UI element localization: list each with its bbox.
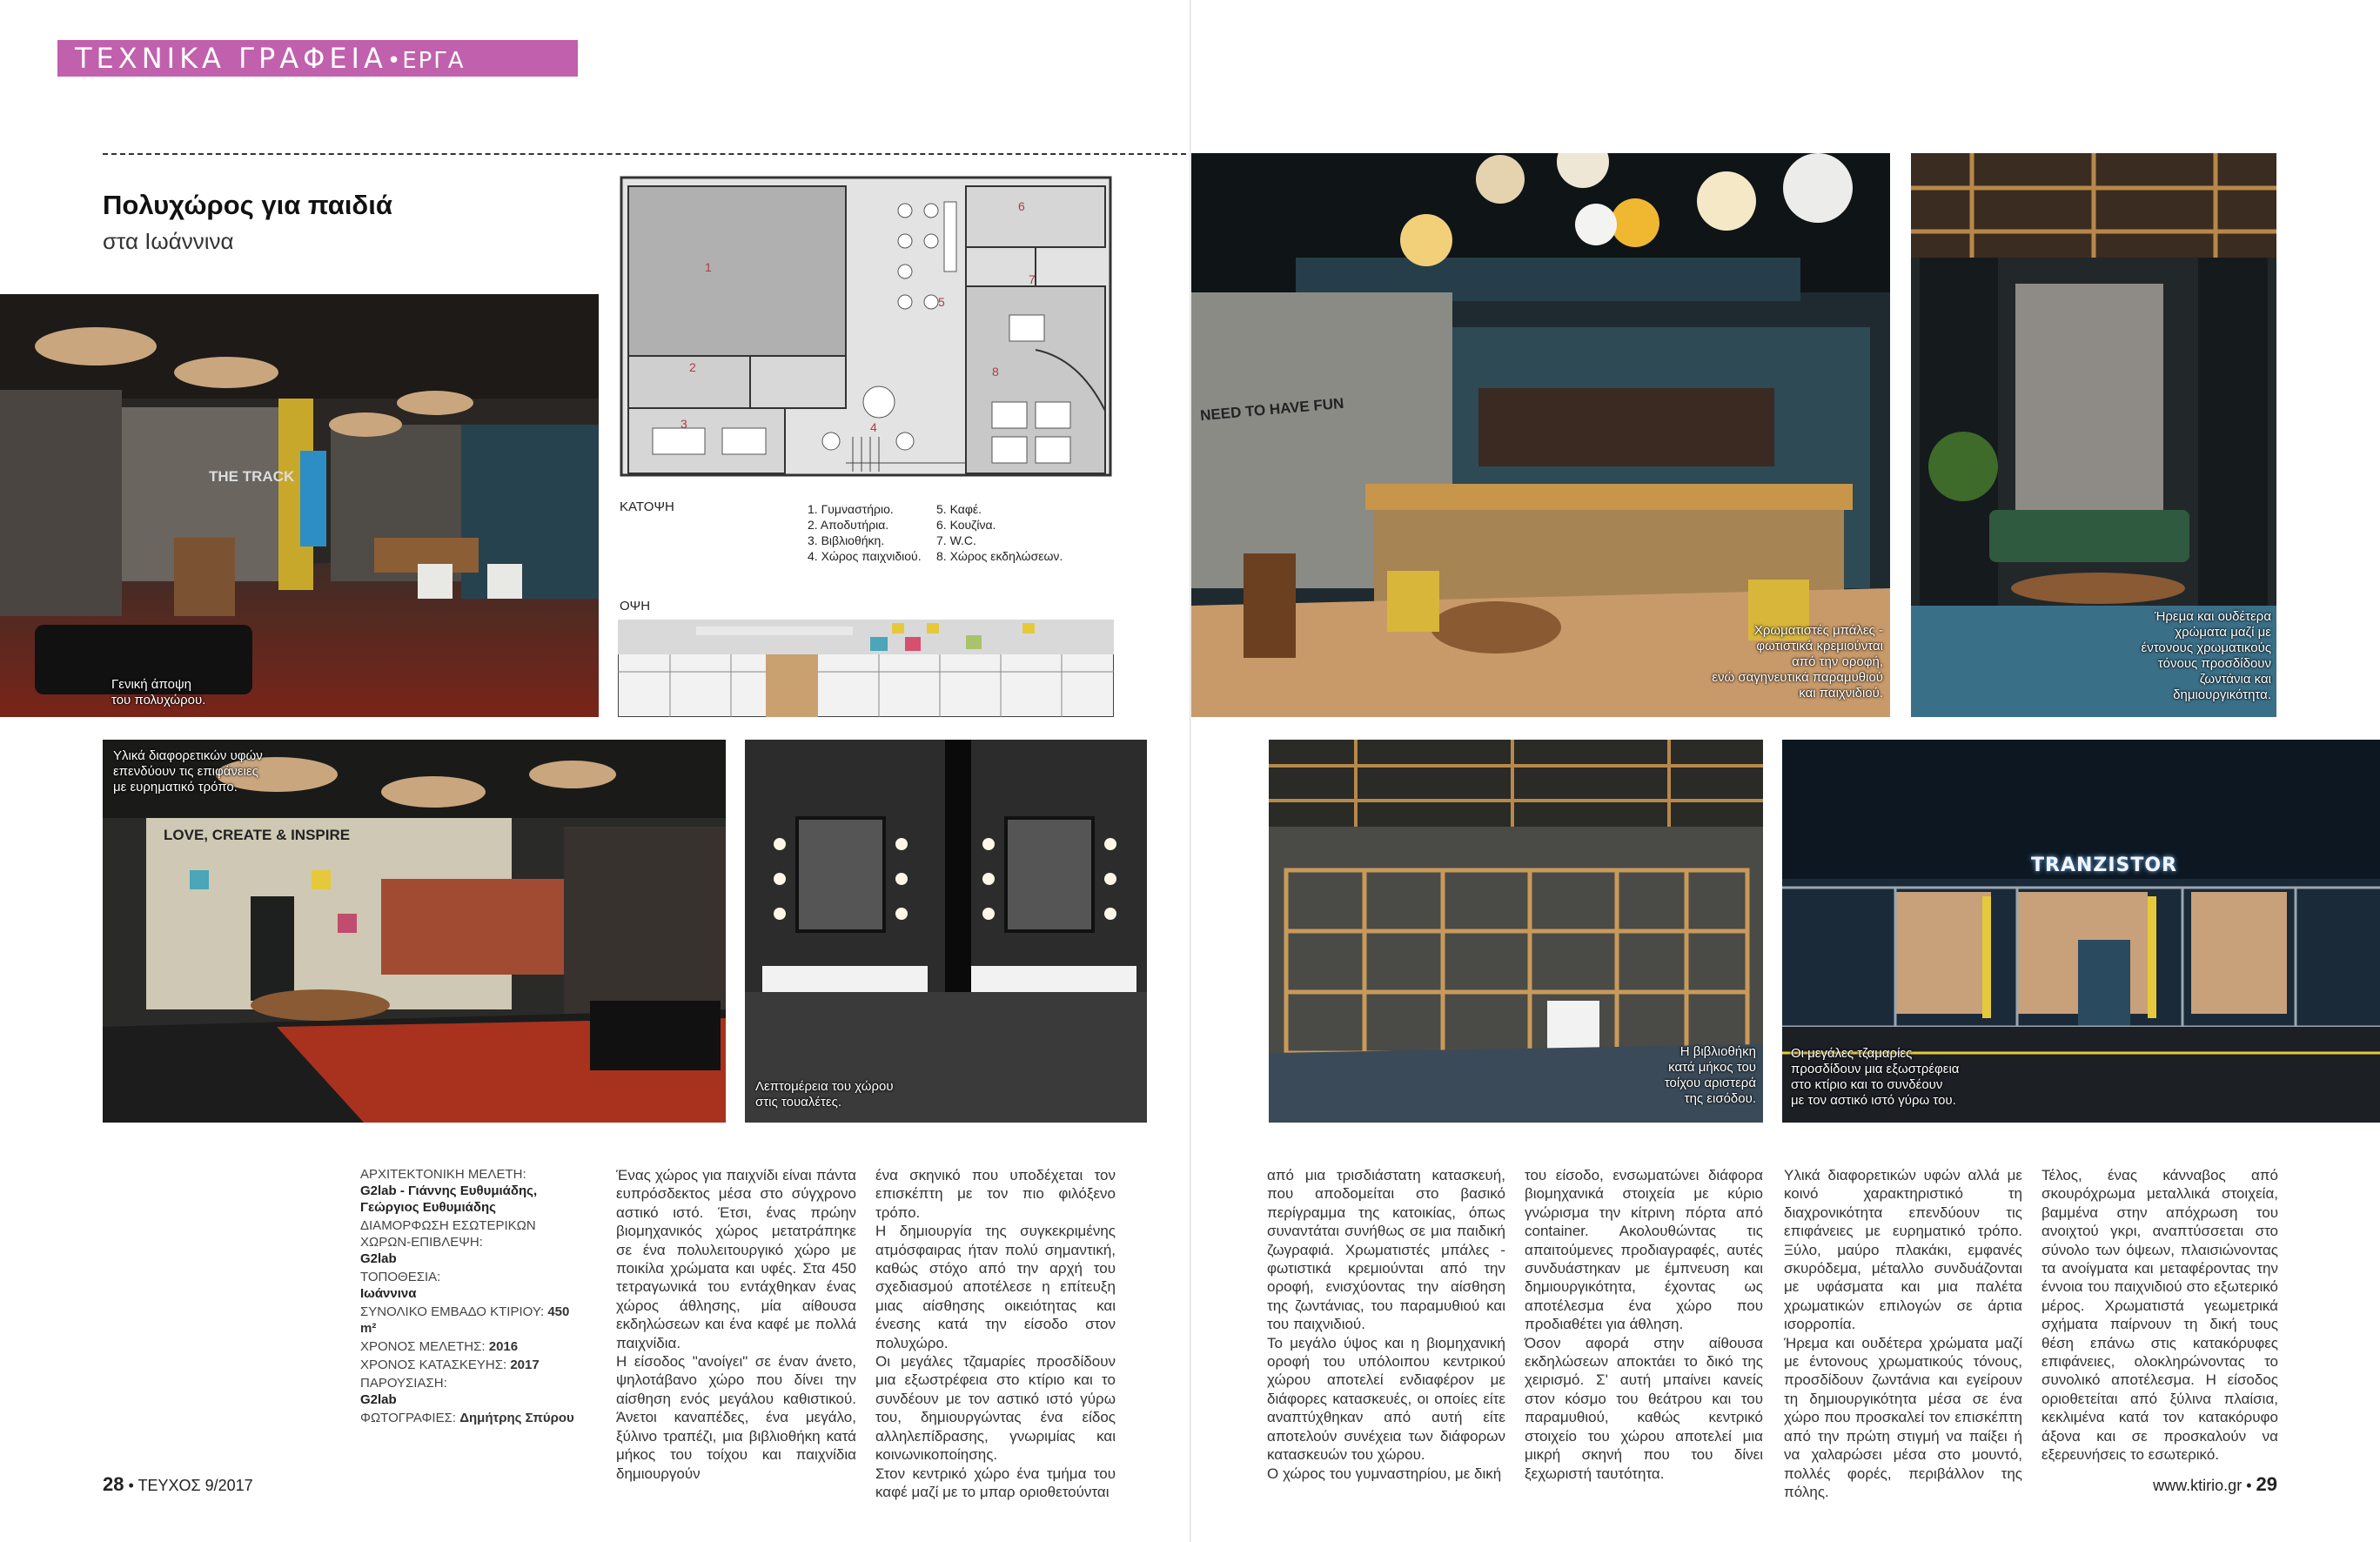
caption-line: φωτιστικά κρεμιούνται xyxy=(1756,639,1883,654)
photo-facade xyxy=(1782,740,2380,1123)
caption-line: με τον αστικό ιστό γύρω του. xyxy=(1791,1093,1956,1108)
paragraph: Τέλος, ένας κάνναβος από σκουρόχρωμα μεταλλικά στοιχεία, βαμμένα στην απόχρωση του ανοιχτού γκρι, αναπτύσσεται στο σύνολο των όψεων, πλαισιώνοντας τα ανοίγματα και μεταφέροντας την έννοια του παιχνιδιού στο εξωτερικό μέρος. Χρωματιστά γεωμετρικά σχήματα παίρνουν τη δική τους θέση επάνω στις κατακόρυφες επιφάνειες, ολοκληρώνοντας το συνολικό αποτέλεσμα. Η είσοδος οριοθετείται από ξύλινα πλαίσια, κεκλιμένα κατά τον κατακόρυφο άξονα και σε προσκαλούν να εξερευνήσεις το εσωτερικό. xyxy=(2041,1167,2278,1464)
paragraph: Όσον αφορά στην αίθουσα εκδηλώσεων αποκτάει το δικό της χειρισμό. Σ' αυτή μπαίνει κανείς στον κόσμο του θεάτρου και του παραμυθιού, καθώς κεντρικό στοιχείο του χώρου αποτελεί μια μικρή σκηνή που του δίνει ξεχωριστή ταυτότητα. xyxy=(1525,1334,1763,1482)
credit-value: 2017 xyxy=(510,1358,540,1372)
photo-general-view xyxy=(0,294,599,717)
body-column-2 xyxy=(875,1166,1116,1501)
credit-label: ΦΩΤΟΓΡΑΦΙΕΣ: xyxy=(360,1411,457,1425)
credit-label: ΣΥΝΟΛΙΚΟ ΕΜΒΑΔΟ ΚΤΙΡΙΟΥ: xyxy=(360,1304,545,1319)
photo-caption xyxy=(1591,1044,1756,1107)
page-number: 28 xyxy=(103,1473,124,1495)
body-column-6 xyxy=(2041,1166,2278,1465)
issue-label: • ΤΕΥΧΟΣ 9/2017 xyxy=(128,1477,253,1494)
room-number-8: 8 xyxy=(992,365,999,379)
caption-line: δημιουργικότητα. xyxy=(2173,687,2271,702)
elevation-svg xyxy=(618,620,1114,717)
credit-row xyxy=(360,1338,585,1355)
photo-restrooms-image xyxy=(745,740,1147,1123)
caption-line: Χρωματιστές μπάλες - xyxy=(1753,623,1883,638)
credit-value: Ιωάννινα xyxy=(360,1286,417,1301)
legend-item: 7. W.C. xyxy=(936,533,976,547)
credit-row xyxy=(360,1375,585,1408)
elevation-drawing xyxy=(618,620,1114,717)
room-number-6: 6 xyxy=(1018,199,1025,213)
plan-legend-right xyxy=(936,501,1063,564)
paragraph: Υλικά διαφορετικών υφών αλλά με κοινό χαρακτηριστικό τη διαχρονικότητα επενδύουν τις επιφάνειες με ευρηματικό τρόπο. Ξύλο, μαύρο πλακάκι, εμφανές σκυρόδεμα, μέταλλο συνδυάζονται με υφάσματα και μια παλέτα χρωματικών επιλογών σε άρτια ισορροπία. xyxy=(1784,1167,2022,1333)
caption-line: Η βιβλιοθήκη xyxy=(1679,1044,1756,1059)
photo-caption xyxy=(1709,623,1883,701)
caption-line: προσδίδουν μια εξωστρέφεια xyxy=(1791,1062,1960,1076)
credit-value: G2lab - Γιάννης Ευθυμιάδης, Γεώργιος Ευθυμιάδης xyxy=(360,1183,538,1215)
credit-row xyxy=(360,1410,585,1426)
legend-item: 5. Καφέ. xyxy=(936,502,982,516)
legend-item: 6. Κουζίνα. xyxy=(936,518,996,532)
caption-line: Γενική άποψη xyxy=(111,677,191,692)
photo-caption xyxy=(755,1079,894,1110)
folio-right xyxy=(2153,1473,2277,1496)
photo-general-view-image xyxy=(0,294,599,717)
article-title: Πολυχώρος για παιδιά xyxy=(103,190,392,220)
room-number-7: 7 xyxy=(1029,272,1036,286)
caption-line: της εισόδου. xyxy=(1684,1091,1756,1106)
article-subtitle: στα Ιωάννινα xyxy=(103,228,234,254)
floor-plan xyxy=(618,176,1114,493)
plan-label: ΚΑΤΟΨΗ xyxy=(620,499,674,514)
paragraph: Ο χώρος του γυμναστηρίου, με δική xyxy=(1267,1465,1502,1482)
wall-sign-text: NEED TO HAVE FUN xyxy=(1199,394,1345,425)
photo-caption xyxy=(111,677,205,708)
dashed-rule xyxy=(103,153,1186,155)
folio-left xyxy=(103,1473,253,1496)
room-number-1: 1 xyxy=(705,260,712,274)
caption-line: Ήρεμα και ουδέτερα xyxy=(2154,609,2271,624)
credit-label: ΧΡΟΝΟΣ ΜΕΛΕΤΗΣ: xyxy=(360,1339,486,1354)
body-column-4 xyxy=(1525,1166,1763,1483)
caption-line: χρώματα μαζί με xyxy=(2175,625,2271,640)
caption-line: Υλικά διαφορετικών υφών xyxy=(113,748,263,763)
caption-line: επενδύουν τις επιφάνειες xyxy=(113,764,258,779)
paragraph: Ένας χώρος για παιχνίδι είναι πάντα ευπρόσδεκτος μέσα στο σύγχρονο αστικό ιστό. Έτσι, ένας πρώην βιομηχανικός χώρος μετατράπηκε σε ένα πολυλειτουργικό χώρο με ποικίλα χρώματα και υφές. Στα 450 τετραγωνικά του εντάχθηκαν ένας χώρος άθλησης, μία αίθουσα εκδηλώσεων και ένα καφέ με πολλά παιχνίδια. xyxy=(616,1167,856,1351)
credit-value: 2016 xyxy=(488,1339,519,1354)
caption-line: κατά μήκος του xyxy=(1668,1060,1756,1075)
site-label: www.ktirio.gr • xyxy=(2153,1477,2252,1494)
photo-lounge xyxy=(1911,153,2276,717)
caption-line: από την οροφή, xyxy=(1792,654,1883,669)
section-header xyxy=(75,38,466,81)
section-title: ΤΕΧΝΙΚΑ ΓΡΑΦΕΙΑ xyxy=(75,42,387,75)
photo-caption xyxy=(113,748,263,795)
paragraph: Η είσοδος "ανοίγει" σε έναν άνετο, ψηλοτάβανο χώρο που δίνει την αίσθηση ενός μεγάλου καθιστικού. Άνετοι καναπέδες, ένα μεγάλο, ξύλινο τραπέζι, μια βιβλιοθήκη κατά μήκος του τοίχου και παιχνίδια δημιουργούν xyxy=(616,1353,856,1482)
caption-line: στις τουαλέτες. xyxy=(755,1095,842,1110)
credit-value: Δημήτρης Σπύρου xyxy=(459,1411,574,1425)
floor-plan-drawing xyxy=(618,176,1114,493)
paragraph: Ήρεμα και ουδέτερα χρώματα μαζί με έντονους χρωματικούς τόνους, προσδίδουν ζωντάνια και εγείρουν τη δημιουργικότητα μέσα σε ένα χώρο που προσκαλεί τον επισκέπτη από την πρώτη στιγμή να παίξει ή να χαλαρώσει μέσα στο μουντό, πολλές φορές, περιβάλλον της πόλης. xyxy=(1784,1334,2022,1500)
room-number-4: 4 xyxy=(870,420,877,434)
caption-line: του πολυχώρου. xyxy=(111,693,206,707)
legend-item: 1. Γυμναστήριο. xyxy=(808,502,894,516)
credit-label: ΧΡΟΝΟΣ ΚΑΤΑΣΚΕΥΗΣ: xyxy=(360,1358,507,1372)
photo-bar-area xyxy=(1191,153,1890,717)
room-number-2: 2 xyxy=(689,360,696,374)
credit-label: ΠΑΡΟΥΣΙΑΣΗ: xyxy=(360,1376,447,1391)
paragraph: ένα σκηνικό που υποδέχεται τον επισκέπτη με τον πιο φιλόξενο τρόπο. xyxy=(875,1167,1116,1221)
photo-event-room xyxy=(103,740,726,1123)
legend-item: 2. Αποδυτήρια. xyxy=(808,518,889,532)
caption-line: ενώ σαγηνευτικά παραμυθιού xyxy=(1712,670,1883,685)
credit-label: ΤΟΠΟΘΕΣΙΑ: xyxy=(360,1270,441,1284)
credit-row xyxy=(360,1166,585,1216)
photo-library xyxy=(1269,740,1763,1123)
plan-legend-left xyxy=(808,501,922,564)
body-column-1 xyxy=(616,1166,856,1483)
credit-label: ΔΙΑΜΟΡΦΩΣΗ ΕΣΩΤΕΡΙΚΩΝ ΧΩΡΩΝ-ΕΠΙΒΛΕΨΗ: xyxy=(360,1218,536,1250)
paragraph: Το μεγάλο ύψος και η βιομηχανική οροφή του υπόλοιπου κεντρικού χώρου αποτελεί ενδιαφέρον με διάφορες κατασκευές, οι οποίες είτε αναπτύχθηκαν από αυτή είτε αποτελούν συνέχεια των διάφορων κατασκευών του χώρου. xyxy=(1267,1334,1505,1464)
photo-restrooms xyxy=(745,740,1147,1123)
body-column-3 xyxy=(1267,1166,1505,1483)
elevation-label: ΟΨΗ xyxy=(620,599,651,613)
credit-row xyxy=(360,1269,585,1302)
caption-line: έντονους χρωματικούς xyxy=(2141,640,2271,655)
body-column-5 xyxy=(1784,1166,2022,1501)
credit-value: 450 m² xyxy=(360,1304,570,1336)
photo-event-room-image xyxy=(103,740,726,1123)
page-number: 29 xyxy=(2256,1473,2277,1495)
caption-line: τοίχου αριστερά xyxy=(1664,1076,1756,1090)
section-subtitle: •ΕΡΓΑ xyxy=(386,48,466,74)
caption-line: τόνους προσδίδουν xyxy=(2157,656,2271,671)
paragraph: Η δημιουργία της συγκεκριμένης ατμόσφαιρας ήταν πολύ σημαντική, καθώς στόχο από την αρχή του σχεδιασμού αποτέλεσε η επίτευξη μιας αίσθησης οικειότητας και ένεσης κατά την είσοδο στον πολυχώρο. xyxy=(875,1223,1116,1351)
wall-sign-text: THE TRACK xyxy=(209,468,295,485)
credit-row xyxy=(360,1357,585,1373)
paragraph: Οι μεγάλες τζαμαρίες προσδίδουν μια εξωστρέφεια στο κτίριο και το συνδέουν με τον αστικό ιστό γύρω του, δημιουργώντας ένα είδος αλληλεπίδρασης, γνωριμίας και κοινωνικοποίησης. xyxy=(875,1353,1116,1464)
credit-row xyxy=(360,1217,585,1267)
legend-item: 3. Βιβλιοθήκη. xyxy=(808,533,885,547)
paragraph: Στον κεντρικό χώρο ένα τμήμα του καφέ μαζί με το μπαρ οριοθετούνται xyxy=(875,1465,1116,1500)
credit-row xyxy=(360,1304,585,1337)
project-credits xyxy=(360,1166,585,1428)
room-number-5: 5 xyxy=(938,295,945,309)
facade-sign: TRANZISTOR xyxy=(2031,855,2178,876)
legend-item: 8. Χώρος εκδηλώσεων. xyxy=(936,549,1063,563)
credit-value: G2lab xyxy=(360,1392,397,1407)
credit-value: G2lab xyxy=(360,1251,397,1266)
caption-line: Οι μεγάλες τζαμαρίες xyxy=(1791,1046,1913,1061)
caption-line: Λεπτομέρεια του χώρου xyxy=(755,1079,894,1094)
photo-caption xyxy=(1791,1046,1959,1109)
legend-item: 4. Χώρος παιχνιδιού. xyxy=(808,549,922,563)
caption-line: ζωντάνια και xyxy=(2199,672,2271,687)
caption-line: με ευρηματικό τρόπο. xyxy=(113,780,238,794)
photo-caption xyxy=(2111,609,2271,703)
credit-label: ΑΡΧΙΤΕΚΤΟΝΙΚΗ ΜΕΛΕΤΗ: xyxy=(360,1167,526,1182)
paragraph: από μια τρισδιάστατη κατασκευή, που αποδομείται στο βασικό περίγραμμα της κατοικίας, όπως συναντάται συνήθως σε μια παιδική ζωγραφιά. Χρωματιστές μπάλες - φωτιστικά κρεμιούνται από την οροφή, ενισχύοντας την αίσθηση της ζωντάνιας, του παραμυθιού και του παιχνιδιού. xyxy=(1267,1167,1505,1333)
wall-sign-text: LOVE, CREATE & INSPIRE xyxy=(164,827,351,843)
room-number-3: 3 xyxy=(680,417,687,431)
caption-line: στο κτίριο και το συνδέουν xyxy=(1791,1077,1943,1092)
caption-line: και παιχνιδιού. xyxy=(1799,686,1883,701)
paragraph: του είσοδο, ενσωματώνει διάφορα βιομηχανικά στοιχεία με κύριο γνώρισμα την κίτρινη πόρτα από container. Ακολουθώντας τις απαιτούμενες προδιαγραφές, αυτές συνδυάστηκαν με έμπνευση και δημιουργικότητα, έχοντας ως αποτέλεσμα ένα χώρο που προδιαθέτει για άθληση. xyxy=(1525,1167,1763,1333)
